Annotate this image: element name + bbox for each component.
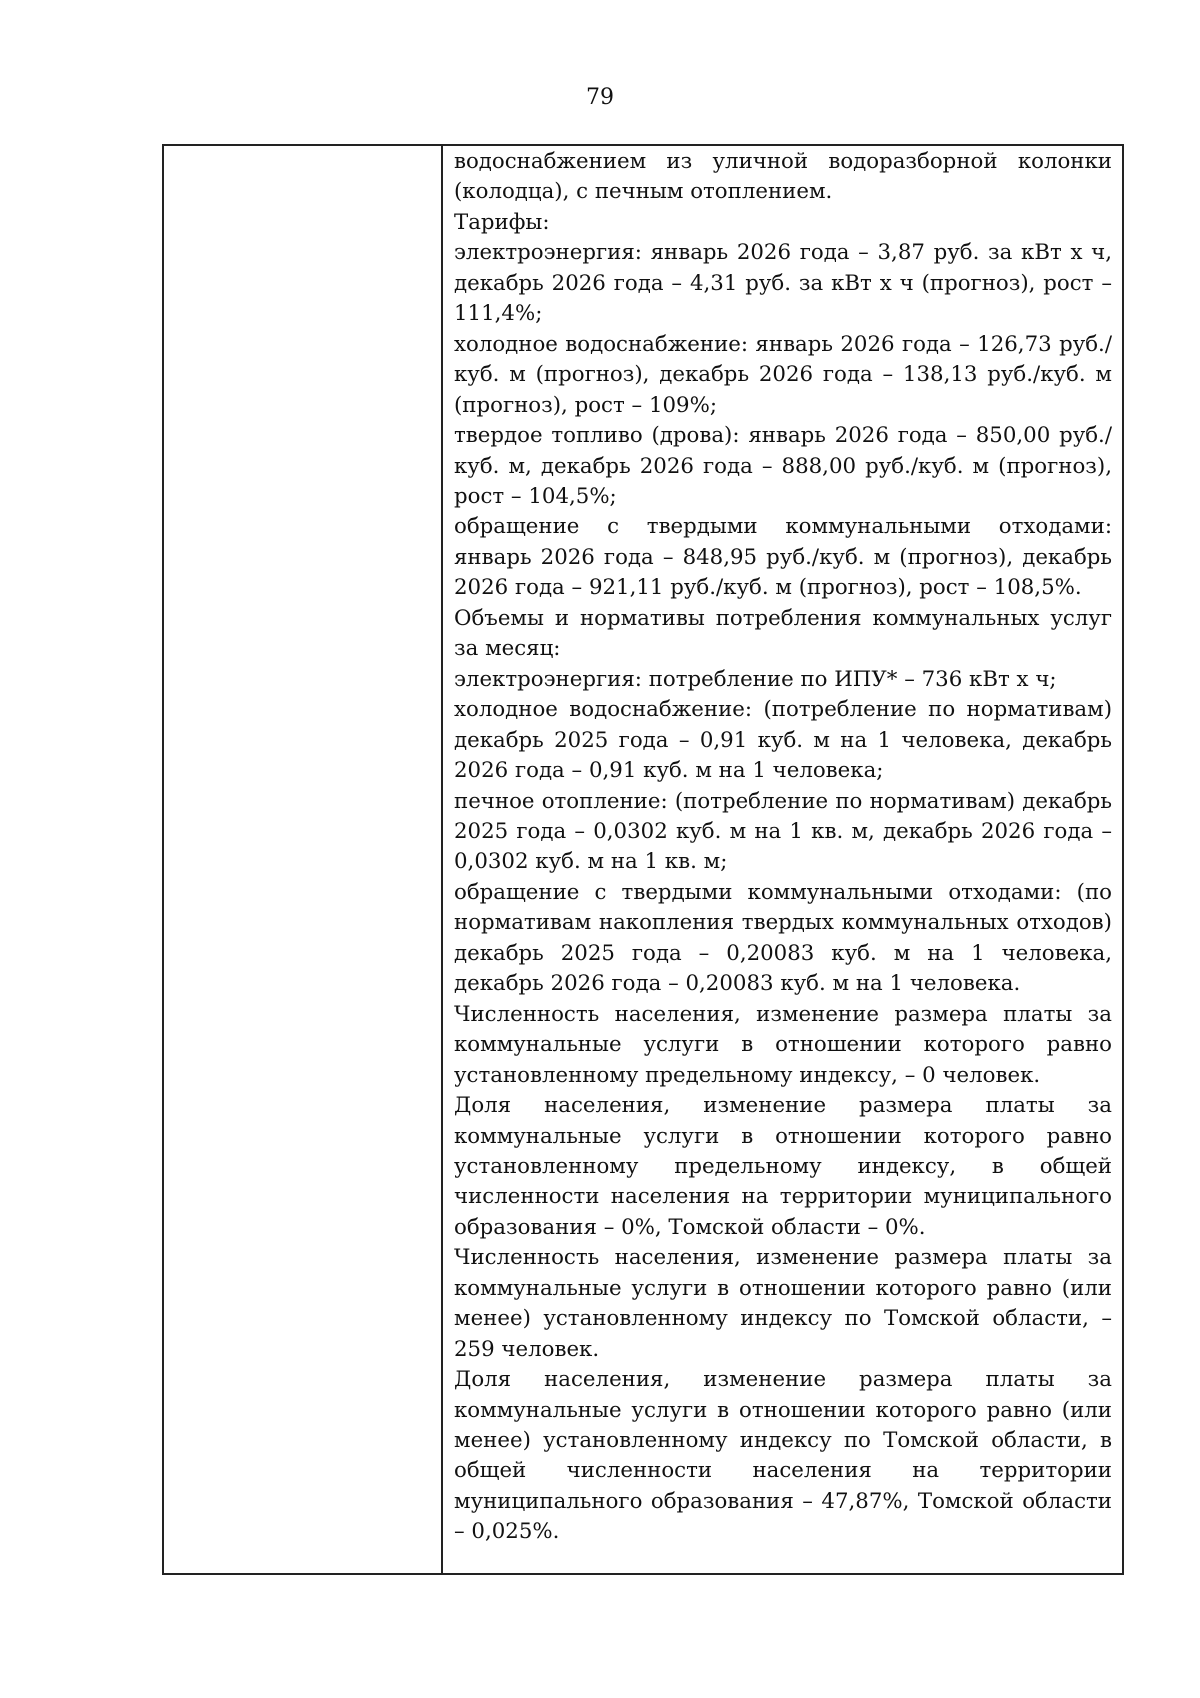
paragraph-volumes-heading: Объемы и нормативы потребления коммунальных услуг за месяц: [454, 605, 1112, 662]
document-table [162, 144, 1124, 1575]
paragraph-water-supply-continuation: водоснабжением из уличной водоразборной колонки (колодца), с печным отоплением. [454, 149, 1112, 205]
paragraph-volume-electricity: электроэнергия: потребление по ИПУ* – 736 кВт х ч; [454, 666, 1057, 692]
paragraph-volume-solid-waste: обращение с твердыми коммунальными отходами: (по нормативам накопления твердых коммунальных отходов) декабрь 2025 года – 0,20083 куб. м на 1 человека, декабрь 2026 года – 0,20083 куб. м на 1 человека. [454, 879, 1112, 997]
text-flow [454, 147, 1112, 1548]
paragraph-tariff-cold-water: холодное водоснабжение: январь 2026 года – 126,73 руб./куб. м (прогноз), декабрь 2026 года – 138,13 руб./куб. м (прогноз), рост – 109%; [454, 331, 1112, 418]
paragraph-volume-cold-water: холодное водоснабжение: (потребление по нормативам) декабрь 2025 года – 0,91 куб. м на 1 человека, декабрь 2026 года – 0,91 куб. м на 1 человека; [454, 697, 1112, 784]
paragraph-volume-stove-heating: печное отопление: (потребление по нормативам) декабрь 2025 года – 0,0302 куб. м на 1 кв. м, декабрь 2026 года – 0,0302 куб. м на 1 кв. м; [454, 788, 1112, 875]
paragraph-tariff-solid-fuel: твердое топливо (дрова): январь 2026 года – 850,00 руб./куб. м, декабрь 2026 года – 888,00 руб./куб. м (прогноз), рост – 104,5%; [454, 423, 1112, 509]
table-left-cell [164, 146, 443, 1573]
page-number: 79 [586, 85, 614, 110]
paragraph-tariff-electricity: электроэнергия: январь 2026 года – 3,87 руб. за кВт х ч, декабрь 2026 года – 4,31 руб. за кВт х ч (прогноз), рост – 111,4%; [454, 240, 1112, 327]
table-right-cell [443, 146, 1122, 1573]
paragraph-share-limit-index: Доля населения, изменение размера платы за коммунальные услуги в отношении которого равно установленному предельному индексу, в общей численности населения на территории муниципального образования – 0%, Томской области – 0%. [454, 1093, 1112, 1240]
paragraph-tariff-solid-waste: обращение с твердыми коммунальными отходами: январь 2026 года – 848,95 руб./куб. м (прогноз), декабрь 2026 года – 921,11 руб./куб. м (прогноз), рост – 108,5%. [454, 514, 1112, 601]
paragraph-population-limit-index: Численность населения, изменение размера платы за коммунальные услуги в отношении которого равно установленному предельному индексу, – 0 человек. [454, 1001, 1112, 1088]
paragraph-population-region-index: Численность населения, изменение размера платы за коммунальные услуги в отношении которого равно (или менее) установленному индексу по Томской области, – 259 человек. [454, 1245, 1112, 1362]
paragraph-share-region-index: Доля населения, изменение размера платы за коммунальные услуги в отношении которого равно (или менее) установленному индексу по Томской области, в общей численности населения на территории муниципального образования – 47,87%, Томской области – 0,025%. [454, 1367, 1112, 1545]
paragraph-tariffs-heading: Тарифы: [454, 209, 550, 235]
